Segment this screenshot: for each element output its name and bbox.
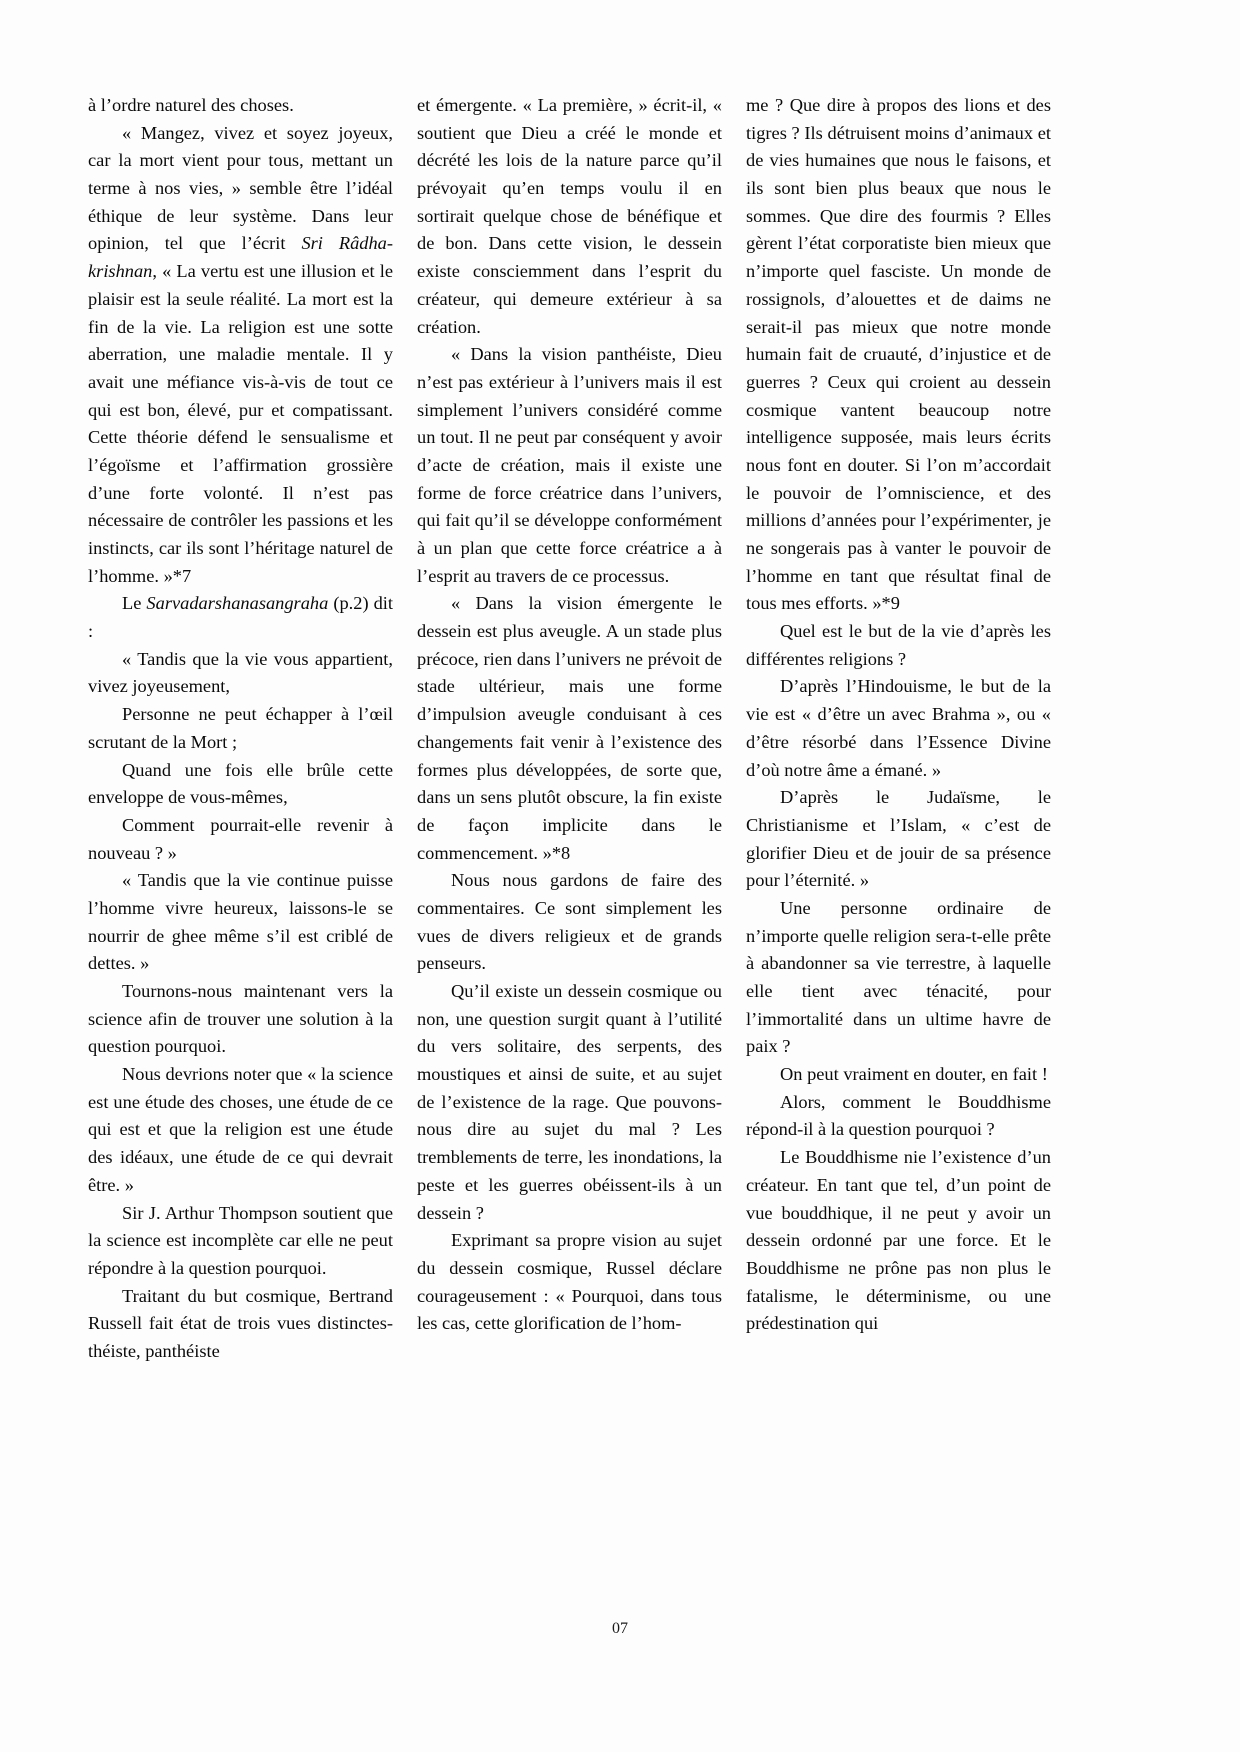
column-3 <box>746 92 1051 1366</box>
paragraph <box>88 978 393 1061</box>
paragraph <box>88 757 393 812</box>
paragraph <box>88 812 393 867</box>
page-number: 07 <box>612 1620 628 1637</box>
paragraph <box>746 618 1051 673</box>
text-run: « Dans la vision émergente le dessein est plus aveugle. A un stade plus précoce, rien dans l’univers ne prévoit de stade ultérieur, mais une forme d’impulsion aveugle conduisant à ces changements fait venir à l’existence des formes plus développées, de sorte que, dans un sens plutôt obscure, la fin existe de façon implicite dans le commencement. »*8 <box>417 593 722 863</box>
paragraph <box>417 867 722 978</box>
text-run: « Mangez, vivez et soyez joyeux, car la mort vient pour tous, mettant un terme à nos vies, » semble être l’idéal éthique de leur système. Dans leur opinion, tel que l’écrit <box>88 122 393 254</box>
paragraph <box>746 92 1051 618</box>
text-run: (p.2) dit : <box>88 593 393 642</box>
text-run: « Tandis que la vie vous appartient, vivez joyeusement, <box>88 648 393 697</box>
text-run: « Dans la vision panthéiste, Dieu n’est pas extérieur à l’univers mais il est simplement l’univers considéré comme un tout. Il ne peut par conséquent y avoir d’acte de création, mais il existe une forme de force créatrice dans l’univers, qui fait qu’il se développe conformément à un plan que cette force créatrice a à l’esprit au travers de ce processus. <box>417 344 722 586</box>
text-run: à l’ordre naturel des choses. <box>88 95 294 115</box>
text-run: , « La vertu est une illusion et le plaisir est la seule réalité. La mort est la fin de la vie. La religion est une sotte aberration, une maladie mentale. Il y avait une méfiance vis-à-vis de tout ce qui est bon, élevé, pur et compatissant. Cette théorie défend le sensualisme et l’égoïsme et l’affirmation grossière d’une forte volonté. Il n’est pas nécessaire de contrôler les passions et les instincts, car ils sont l’héritage naturel de l’homme. »*7 <box>88 261 393 586</box>
paragraph <box>746 895 1051 1061</box>
paragraph <box>88 1283 393 1366</box>
text-run: Le Bouddhisme nie l’existence d’un créateur. En tant que tel, d’un point de vue bouddhique, il ne peut y avoir un dessein ordonné par une force. Et le Bouddhisme ne prône pas non plus le fatalisme, le déterminisme, ou une prédestination qui <box>746 1147 1051 1334</box>
text-run: Traitant du but cosmique, Bertrand Russell fait état de trois vues distinctes-théiste, panthéiste <box>88 1285 393 1361</box>
paragraph <box>88 867 393 978</box>
text-run: On peut vraiment en douter, en fait ! <box>780 1064 1048 1085</box>
text-run: Personne ne peut échapper à l’œil scrutant de la Mort ; <box>88 704 393 752</box>
text-run: Exprimant sa propre vision au sujet du dessein cosmique, Russel déclare courageusement : « Pourquoi, dans tous les cas, cette glorification de l’hom- <box>417 1230 722 1334</box>
text-run: Une personne ordinaire de n’importe quelle religion sera-t-elle prête à abandonner sa vie terrestre, à laquelle elle tient avec ténacité, pour l’immortalité dans un ultime havre de paix ? <box>746 897 1051 1057</box>
text-run: et émergente. « La première, » écrit-il, « soutient que Dieu a créé le monde et décrété les lois de la nature parce qu’il prévoyait qu’en temps voulu il en sortirait quelque chose de bénéfique et de bon. Dans cette vision, le dessein existe consciemment dans l’esprit du créateur, qui demeure extérieur à sa création. <box>417 95 722 337</box>
text-run: Alors, comment le Bouddhisme répond-il à la question pourquoi ? <box>746 1091 1051 1140</box>
paragraph <box>746 1061 1051 1089</box>
paragraph <box>417 92 722 341</box>
text-run: Nous nous gardons de faire des commentaires. Ce sont simplement les vues de divers religieux et de grands penseurs. <box>417 870 722 974</box>
paragraph <box>88 701 393 756</box>
paragraph <box>746 784 1051 895</box>
text-run: Nous devrions noter que « la science est une étude des choses, une étude de ce qui est et que la religion est une étude des idéaux, une étude de ce qui devrait être. » <box>88 1064 393 1195</box>
paragraph <box>746 673 1051 784</box>
paragraph <box>746 1089 1051 1144</box>
text-run: me ? Que dire à propos des lions et des tigres ? Ils détruisent moins d’animaux et de vies humaines que nous le faisons, et ils sont bien plus beaux que nous le sommes. Que dire des fourmis ? Elles gèrent l’état corporatiste bien mieux que n’importe quel fasciste. Un monde de rossignols, d’alouettes et de daims ne serait-il pas mieux que notre monde humain fait de cruauté, d’injustice et de guerres ? Ceux qui croient au dessein cosmique vantent beaucoup notre intelligence supposée, mais leurs écrits nous font en douter. Si l’on m’accordait le pouvoir de l’omniscience, et des millions d’années pour l’expérimenter, je ne songerais pas à vanter le pouvoir de l’homme en tant que résultat final de tous mes efforts. »*9 <box>746 95 1051 614</box>
text-run: Quand une fois elle brûle cette enveloppe de vous-mêmes, <box>88 759 393 808</box>
paragraph <box>417 1227 722 1338</box>
paragraph <box>746 1144 1051 1338</box>
text-run: Le <box>122 593 147 614</box>
text-run: Quel est le but de la vie d’après les différentes religions ? <box>746 621 1051 669</box>
italic-title: Sarvadarshanasangraha <box>146 593 329 614</box>
paragraph <box>88 1200 393 1283</box>
paragraph <box>417 978 722 1227</box>
text-run: Comment pourrait-elle revenir à nouveau ? » <box>88 814 393 863</box>
text-run: Qu’il existe un dessein cosmique ou non, une question surgit quant à l’utilité du vers solitaire, des serpents, des moustiques et ainsi de suite, et au sujet de l’existence de la rage. Que pouvons-nous dire au sujet du mal ? Les tremblements de terre, les inondations, la peste et les guerres obéissent-ils à un dessein ? <box>417 981 722 1223</box>
text-run: Tournons-nous maintenant vers la science afin de trouver une solution à la question pourquoi. <box>88 981 393 1057</box>
column-1 <box>88 92 393 1366</box>
paragraph <box>88 92 393 120</box>
paragraph <box>88 1061 393 1199</box>
paragraph <box>88 590 393 645</box>
paragraph <box>417 341 722 590</box>
text-run: Sir J. Arthur Thompson soutient que la science est incomplète car elle ne peut répondre à la question pourquoi. <box>88 1202 393 1278</box>
text-columns <box>88 92 1152 1366</box>
paragraph <box>88 646 393 701</box>
text-run: « Tandis que la vie continue puisse l’homme vivre heureux, laissons-le se nourrir de ghee même s’il est criblé de dettes. » <box>88 870 393 974</box>
text-run: D’après le Judaïsme, le Christianisme et l’Islam, « c’est de glorifier Dieu et de jouir de sa présence pour l’éternité. » <box>746 787 1051 891</box>
paragraph <box>417 590 722 867</box>
column-2 <box>417 92 722 1366</box>
paragraph <box>88 120 393 591</box>
text-run: D’après l’Hindouisme, le but de la vie est « d’être un avec Brahma », ou « d’être résorbé dans l’Essence Divine d’où notre âme a émané. » <box>746 676 1051 780</box>
italic-title: Sri Râdha-krishnan <box>88 233 393 282</box>
